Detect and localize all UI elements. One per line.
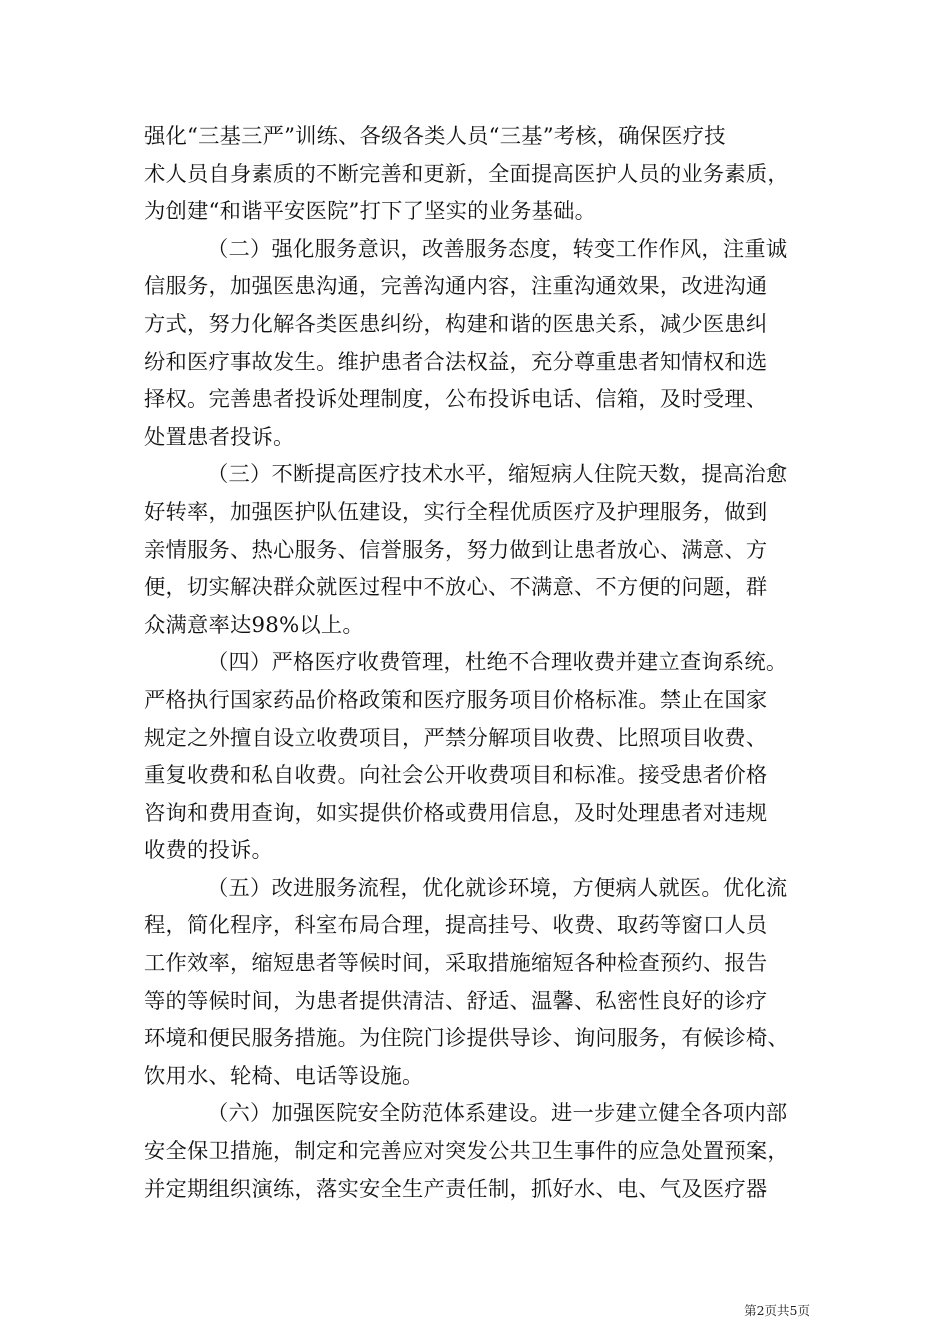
text-line: 便，切实解决群众就医过程中不放心、不满意、不方便的问题，群 <box>144 575 768 601</box>
text-line: （三）不断提高医疗技术水平，缩短病人住院天数，提高治愈 <box>207 462 788 488</box>
text-line: 好转率，加强医护队伍建设，实行全程优质医疗及护理服务，做到 <box>144 499 768 525</box>
text-line: 工作效率，缩短患者等候时间，采取措施缩短各种检查预约、报告 <box>144 951 768 977</box>
text-line: 咨询和费用查询，如实提供价格或费用信息，及时处理患者对违规 <box>144 800 768 826</box>
paragraph-2 <box>144 231 810 457</box>
paragraph-3 <box>144 456 810 644</box>
text-line: 择权。完善患者投诉处理制度，公布投诉电话、信箱，及时受理、 <box>144 387 768 413</box>
text-line: 饮用水、轮椅、电话等设施。 <box>144 1063 424 1089</box>
text-line: 众满意率达98%以上。 <box>144 612 364 638</box>
text-line: （四）严格医疗收费管理，杜绝不合理收费并建立查询系统。 <box>207 650 788 676</box>
paragraph-1 <box>144 118 810 231</box>
text-line: 等的等候时间，为患者提供清洁、舒适、温馨、私密性良好的诊疗 <box>144 988 768 1014</box>
text-line: 处置患者投诉。 <box>144 424 295 450</box>
document-body <box>144 118 810 1208</box>
text-line: 为创建“和谐平安医院”打下了坚实的业务基础。 <box>144 199 597 225</box>
text-line: 重复收费和私自收费。向社会公开收费项目和标准。接受患者价格 <box>144 763 768 789</box>
paragraph-4 <box>144 644 810 870</box>
text-line: 强化“三基三严”训练、各级各类人员“三基”考核，确保医疗技 <box>144 124 726 149</box>
paragraph-5 <box>144 870 810 1096</box>
text-line: 严格执行国家药品价格政策和医疗服务项目价格标准。禁止在国家 <box>144 687 768 713</box>
text-line: 规定之外擅自设立收费项目，严禁分解项目收费、比照项目收费、 <box>144 725 768 751</box>
text-line: 术人员自身素质的不断完善和更新，全面提高医护人员的业务素质， <box>144 161 789 187</box>
text-line: （五）改进服务流程，优化就诊环境，方便病人就医。优化流 <box>207 875 788 901</box>
text-line: 安全保卫措施，制定和完善应对突发公共卫生事件的应急处置预案， <box>144 1139 789 1165</box>
text-line: 环境和便民服务措施。为住院门诊提供导诊、询问服务，有候诊椅、 <box>144 1026 789 1052</box>
text-line: 纷和医疗事故发生。维护患者合法权益，充分尊重患者知情权和选 <box>144 349 768 375</box>
page-number: 第2页共5页 <box>744 1303 810 1318</box>
paragraph-6 <box>144 1095 810 1208</box>
text-line: 并定期组织演练，落实安全生产责任制，抓好水、电、气及医疗器 <box>144 1176 768 1202</box>
text-line: 程，简化程序，科室布局合理，提高挂号、收费、取药等窗口人员 <box>144 913 768 939</box>
text-line: （六）加强医院安全防范体系建设。进一步建立健全各项内部 <box>207 1101 788 1127</box>
text-line: （二）强化服务意识，改善服务态度，转变工作作风，注重诚 <box>207 236 788 262</box>
text-line: 信服务，加强医患沟通，完善沟通内容，注重沟通效果，改进沟通 <box>144 274 768 300</box>
text-line: 亲情服务、热心服务、信誉服务，努力做到让患者放心、满意、方 <box>144 537 768 563</box>
text-line: 方式，努力化解各类医患纠纷，构建和谐的医患关系，减少医患纠 <box>144 311 768 337</box>
text-line: 收费的投诉。 <box>144 838 273 864</box>
